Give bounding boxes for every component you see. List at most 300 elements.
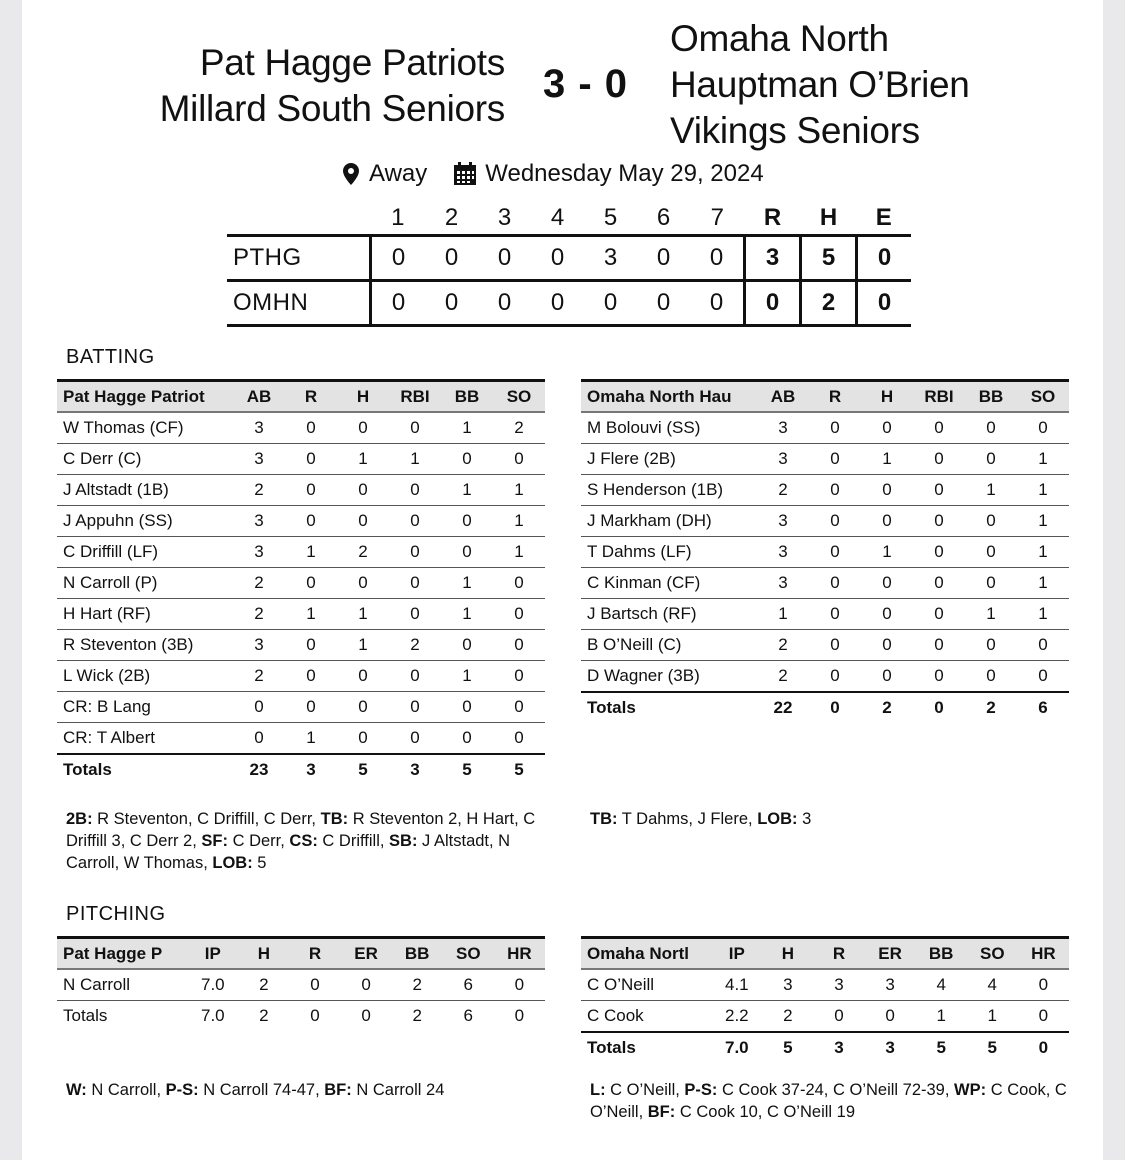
away-team-line: Vikings Seniors bbox=[670, 110, 920, 151]
stat-cell: 0 bbox=[441, 506, 493, 537]
table-row bbox=[57, 475, 545, 506]
stat-cell: 1 bbox=[1017, 506, 1069, 537]
totals-cell: 3 bbox=[285, 754, 337, 785]
inning-score: 0 bbox=[371, 236, 426, 281]
stat-column-header: RBI bbox=[913, 381, 965, 413]
stat-cell: 2 bbox=[233, 568, 285, 599]
inning-score: 0 bbox=[531, 236, 584, 281]
stat-cell: 1 bbox=[285, 537, 337, 568]
stat-cell: 3 bbox=[233, 444, 285, 475]
stat-cell: 2 bbox=[757, 475, 809, 506]
stat-cell: 0 bbox=[861, 412, 913, 444]
home-team-line: Pat Hagge Patriots bbox=[199, 42, 505, 83]
hits-header: H bbox=[819, 204, 838, 231]
stat-column-header: R bbox=[813, 938, 864, 970]
table-header-row bbox=[57, 381, 545, 413]
stat-cell: 0 bbox=[913, 599, 965, 630]
errors-header: E bbox=[875, 204, 892, 231]
stat-cell: 1 bbox=[441, 599, 493, 630]
stat-cell: 6 bbox=[463, 1006, 474, 1025]
totals-cell: 22 bbox=[757, 692, 809, 723]
stat-cell: 0 bbox=[337, 506, 389, 537]
table-row bbox=[57, 692, 545, 723]
hits-total: 2 bbox=[801, 281, 857, 326]
stat-column-header: H bbox=[861, 381, 913, 413]
stat-cell: 1 bbox=[285, 599, 337, 630]
totals-cell: 7.0 bbox=[711, 1032, 762, 1063]
hits-total: 5 bbox=[801, 236, 857, 281]
pitching-section-title: PITCHING bbox=[66, 903, 166, 925]
stat-cell: 3 bbox=[757, 506, 809, 537]
home-pitching-notes bbox=[66, 1079, 551, 1101]
stat-cell: 4 bbox=[967, 969, 1018, 1001]
stat-cell: 0 bbox=[289, 969, 340, 1001]
player-name: CR: B Lang bbox=[57, 692, 233, 723]
stat-cell: 3 bbox=[757, 444, 809, 475]
stat-cell: 3 bbox=[233, 537, 285, 568]
stat-cell: 2.2 bbox=[711, 1001, 762, 1033]
inning-score: 0 bbox=[425, 236, 478, 281]
stat-cell: 1 bbox=[285, 723, 337, 755]
inning-score: 0 bbox=[637, 281, 690, 326]
away-team-name bbox=[670, 16, 970, 154]
stat-column-header: IP bbox=[187, 938, 238, 970]
note-value: C Derr, bbox=[227, 832, 290, 850]
stat-cell: 1 bbox=[1017, 444, 1069, 475]
stat-cell: 0 bbox=[493, 723, 545, 755]
stat-column-header: HR bbox=[494, 938, 545, 970]
inning-score: 0 bbox=[690, 281, 745, 326]
table-row bbox=[581, 537, 1069, 568]
totals-cell: 3 bbox=[813, 1032, 864, 1063]
stat-column-header: AB bbox=[757, 381, 809, 413]
stat-cell: 0 bbox=[285, 506, 337, 537]
player-name: J Appuhn (SS) bbox=[57, 506, 233, 537]
stat-column-header: H bbox=[762, 938, 813, 970]
stat-cell: 0 bbox=[341, 969, 392, 1001]
stat-cell: 1 bbox=[493, 537, 545, 568]
stat-cell: 1 bbox=[965, 475, 1017, 506]
note-key: LOB: bbox=[212, 854, 253, 872]
note-value: N Carroll, bbox=[86, 1081, 166, 1099]
home-batting-notes bbox=[66, 808, 551, 874]
stat-cell: 0 bbox=[493, 568, 545, 599]
stat-cell: 0 bbox=[389, 506, 441, 537]
stat-column-header: SO bbox=[1017, 381, 1069, 413]
stat-cell: 0 bbox=[809, 506, 861, 537]
stat-cell: 0 bbox=[861, 475, 913, 506]
note-key: TB: bbox=[320, 810, 349, 828]
home-team-name bbox=[160, 40, 505, 132]
line-score-row bbox=[227, 281, 911, 326]
stat-cell: 1 bbox=[441, 412, 493, 444]
stat-cell: 1 bbox=[337, 599, 389, 630]
stat-cell: 2 bbox=[233, 599, 285, 630]
stat-column-header: SO bbox=[493, 381, 545, 413]
stat-cell: 0 bbox=[285, 444, 337, 475]
table-row bbox=[581, 599, 1069, 630]
table-row bbox=[581, 661, 1069, 693]
stat-cell: 1 bbox=[1017, 537, 1069, 568]
stat-cell: 0 bbox=[861, 661, 913, 693]
stat-cell: 0 bbox=[493, 692, 545, 723]
totals-row bbox=[581, 692, 1069, 723]
player-name: B O’Neill (C) bbox=[581, 630, 757, 661]
note-key: SB: bbox=[389, 832, 418, 850]
stat-cell: 0 bbox=[965, 568, 1017, 599]
player-name: N Carroll bbox=[57, 969, 187, 1001]
table-row bbox=[57, 661, 545, 692]
stat-cell: 2 bbox=[757, 661, 809, 693]
player-name: J Altstadt (1B) bbox=[57, 475, 233, 506]
stat-cell: 0 bbox=[493, 630, 545, 661]
game-date: Wednesday May 29, 2024 bbox=[485, 160, 764, 187]
table-row bbox=[57, 506, 545, 537]
totals-cell: 0 bbox=[809, 692, 861, 723]
inning-header: 3 bbox=[497, 204, 512, 231]
stat-cell: 0 bbox=[441, 692, 493, 723]
stat-cell: 0 bbox=[337, 568, 389, 599]
table-row bbox=[57, 969, 545, 1001]
stat-cell: 0 bbox=[361, 1006, 371, 1025]
inning-score: 0 bbox=[584, 281, 637, 326]
table-row bbox=[581, 630, 1069, 661]
stat-cell: 0 bbox=[913, 475, 965, 506]
stat-column-header: R bbox=[809, 381, 861, 413]
note-value: J Altstadt, N Carroll, W Thomas, bbox=[66, 832, 511, 872]
inning-header: 6 bbox=[656, 204, 671, 231]
stat-cell: 0 bbox=[913, 412, 965, 444]
table-header-row bbox=[581, 381, 1069, 413]
table-row bbox=[57, 723, 545, 755]
note-value: 3 bbox=[797, 810, 812, 828]
note-key: W: bbox=[66, 1081, 87, 1099]
stat-cell: 0 bbox=[965, 630, 1017, 661]
away-pitching-notes bbox=[590, 1079, 1072, 1123]
stat-cell: 2 bbox=[412, 1006, 422, 1025]
team-column-header: Pat Hagge P bbox=[57, 938, 187, 970]
stat-cell: 0 bbox=[809, 475, 861, 506]
stat-cell: 0 bbox=[1017, 412, 1069, 444]
table-row bbox=[57, 412, 545, 444]
stat-cell: 0 bbox=[809, 568, 861, 599]
stat-cell: 0 bbox=[861, 630, 913, 661]
inning-header: 5 bbox=[603, 204, 618, 231]
team-abbr: OMHN bbox=[227, 281, 371, 326]
totals-cell: 3 bbox=[389, 754, 441, 785]
stat-cell: 3 bbox=[757, 568, 809, 599]
stat-cell: 2 bbox=[259, 1006, 269, 1025]
totals-cell: 5 bbox=[441, 754, 493, 785]
inning-score: 0 bbox=[690, 236, 745, 281]
stat-column-header: IP bbox=[711, 938, 762, 970]
stat-cell: 2 bbox=[762, 1001, 813, 1033]
stat-cell: 0 bbox=[1018, 969, 1069, 1001]
table-row bbox=[57, 1001, 545, 1032]
stat-column-header: BB bbox=[916, 938, 967, 970]
note-value: C Cook, C O’Neill, bbox=[590, 1081, 1067, 1121]
runs-total: 0 bbox=[745, 281, 801, 326]
stat-cell: 0 bbox=[809, 630, 861, 661]
stat-column-header: AB bbox=[233, 381, 285, 413]
stat-cell: 0 bbox=[965, 537, 1017, 568]
note-value: T Dahms, J Flere, bbox=[617, 810, 758, 828]
stat-cell: 0 bbox=[913, 444, 965, 475]
totals-cell: 2 bbox=[861, 692, 913, 723]
stat-cell: 0 bbox=[493, 444, 545, 475]
stat-cell: 1 bbox=[493, 506, 545, 537]
stat-cell: 0 bbox=[965, 444, 1017, 475]
home-pitching-table bbox=[57, 936, 545, 1031]
stat-cell: 1 bbox=[965, 599, 1017, 630]
stat-cell: 3 bbox=[233, 630, 285, 661]
stat-cell: 0 bbox=[1017, 630, 1069, 661]
stat-cell: 1 bbox=[916, 1001, 967, 1033]
stat-cell: 1 bbox=[861, 537, 913, 568]
note-value: N Carroll 74-47, bbox=[198, 1081, 325, 1099]
totals-cell: 6 bbox=[1017, 692, 1069, 723]
stat-cell: 0 bbox=[514, 1006, 525, 1025]
stat-cell: 0 bbox=[285, 475, 337, 506]
table-row bbox=[57, 444, 545, 475]
inning-score: 3 bbox=[584, 236, 637, 281]
stat-cell: 0 bbox=[441, 723, 493, 755]
stat-cell: 0 bbox=[441, 444, 493, 475]
stat-column-header: H bbox=[337, 381, 389, 413]
stat-cell: 3 bbox=[757, 537, 809, 568]
stat-cell: 0 bbox=[233, 723, 285, 755]
stat-cell: 0 bbox=[1018, 1001, 1069, 1033]
note-key: SF: bbox=[201, 832, 228, 850]
totals-row bbox=[581, 1032, 1069, 1063]
stat-cell: 0 bbox=[861, 599, 913, 630]
note-value: C Driffill, bbox=[317, 832, 390, 850]
stat-cell: 1 bbox=[1017, 475, 1069, 506]
player-name: W Thomas (CF) bbox=[57, 412, 233, 444]
away-team-line: Hauptman O’Brien bbox=[670, 64, 970, 105]
away-pitching-table bbox=[581, 936, 1069, 1063]
stat-cell: 1 bbox=[441, 568, 493, 599]
line-score-table bbox=[227, 202, 911, 327]
table-row bbox=[581, 506, 1069, 537]
stat-cell: 1 bbox=[757, 599, 809, 630]
stat-cell: 2 bbox=[337, 537, 389, 568]
stat-cell: 0 bbox=[865, 1001, 916, 1033]
stat-cell: 2 bbox=[233, 475, 285, 506]
runs-header: R bbox=[763, 204, 782, 231]
note-key: CS: bbox=[289, 832, 318, 850]
stat-cell: 3 bbox=[233, 506, 285, 537]
stat-cell: 0 bbox=[337, 475, 389, 506]
totals-cell: 2 bbox=[965, 692, 1017, 723]
note-key: LOB: bbox=[757, 810, 798, 828]
stat-column-header: BB bbox=[441, 381, 493, 413]
stat-cell: 0 bbox=[965, 661, 1017, 693]
player-name: C Driffill (LF) bbox=[57, 537, 233, 568]
inning-score: 0 bbox=[425, 281, 478, 326]
totals-cell: 3 bbox=[865, 1032, 916, 1063]
stat-cell: 1 bbox=[337, 630, 389, 661]
note-value: C Cook 37-24, C O’Neill 72-39, bbox=[717, 1081, 955, 1099]
stat-cell: 0 bbox=[913, 506, 965, 537]
stat-cell: 0 bbox=[285, 692, 337, 723]
note-value: R Steventon, C Driffill, C Derr, bbox=[92, 810, 321, 828]
player-name: J Bartsch (RF) bbox=[581, 599, 757, 630]
table-row bbox=[57, 568, 545, 599]
stat-cell: 1 bbox=[967, 1001, 1018, 1033]
stat-cell: 0 bbox=[1017, 661, 1069, 693]
stat-cell: 0 bbox=[389, 475, 441, 506]
player-name: H Hart (RF) bbox=[57, 599, 233, 630]
player-name: J Markham (DH) bbox=[581, 506, 757, 537]
totals-cell: 5 bbox=[337, 754, 389, 785]
stat-cell: 2 bbox=[389, 630, 441, 661]
stat-cell: 1 bbox=[441, 475, 493, 506]
player-name: M Bolouvi (SS) bbox=[581, 412, 757, 444]
stat-cell: 0 bbox=[809, 412, 861, 444]
stat-cell: 2 bbox=[757, 630, 809, 661]
totals-cell: 5 bbox=[762, 1032, 813, 1063]
note-key: BF: bbox=[324, 1081, 352, 1099]
stat-cell: 0 bbox=[389, 568, 441, 599]
inning-score: 0 bbox=[637, 236, 690, 281]
table-row bbox=[57, 537, 545, 568]
stat-cell: 2 bbox=[493, 412, 545, 444]
stat-cell: 0 bbox=[913, 537, 965, 568]
stat-column-header: HR bbox=[1018, 938, 1069, 970]
note-key: WP: bbox=[954, 1081, 987, 1099]
stat-column-header: ER bbox=[341, 938, 392, 970]
player-name: C Kinman (CF) bbox=[581, 568, 757, 599]
totals-cell: 0 bbox=[1018, 1032, 1069, 1063]
note-key: L: bbox=[590, 1081, 606, 1099]
stat-cell: 0 bbox=[285, 661, 337, 692]
inning-header: 2 bbox=[444, 204, 459, 231]
stat-cell: 0 bbox=[493, 599, 545, 630]
stat-cell: 1 bbox=[337, 444, 389, 475]
line-score-header bbox=[227, 202, 911, 236]
stat-cell: 7.0 bbox=[200, 1006, 225, 1025]
inning-score: 0 bbox=[478, 281, 531, 326]
table-row bbox=[581, 969, 1069, 1001]
note-value: C O’Neill, bbox=[605, 1081, 685, 1099]
line-score-row bbox=[227, 236, 911, 281]
stat-cell: 0 bbox=[285, 568, 337, 599]
stat-cell: 0 bbox=[913, 661, 965, 693]
stat-cell: 3 bbox=[865, 969, 916, 1001]
stat-cell: 0 bbox=[310, 1006, 320, 1025]
location-text: Away bbox=[369, 160, 428, 187]
inning-header: 7 bbox=[710, 204, 724, 231]
stat-cell: 0 bbox=[965, 506, 1017, 537]
stat-cell: 1 bbox=[861, 444, 913, 475]
stat-cell: 0 bbox=[389, 537, 441, 568]
stat-cell: 1 bbox=[1017, 599, 1069, 630]
note-value: N Carroll 24 bbox=[351, 1081, 445, 1099]
stat-cell: 6 bbox=[443, 969, 494, 1001]
team-column-header: Omaha North Hau bbox=[581, 381, 757, 413]
stat-column-header: RBI bbox=[389, 381, 441, 413]
table-row bbox=[581, 568, 1069, 599]
stat-cell: 0 bbox=[285, 412, 337, 444]
away-batting-table bbox=[581, 379, 1069, 723]
table-row bbox=[57, 630, 545, 661]
player-name: L Wick (2B) bbox=[57, 661, 233, 692]
inning-score: 0 bbox=[478, 236, 531, 281]
note-key: BF: bbox=[647, 1103, 676, 1121]
inning-header: 4 bbox=[550, 204, 565, 231]
batting-section-title: BATTING bbox=[66, 346, 155, 368]
note-key: 2B: bbox=[66, 810, 93, 828]
note-key: P-S: bbox=[165, 1081, 199, 1099]
stat-cell: 0 bbox=[337, 412, 389, 444]
stat-cell: 0 bbox=[813, 1001, 864, 1033]
map-pin-icon bbox=[343, 163, 359, 185]
stat-cell: 0 bbox=[861, 506, 913, 537]
calendar-icon bbox=[453, 162, 477, 186]
stat-cell: 0 bbox=[441, 630, 493, 661]
stat-column-header: BB bbox=[392, 938, 443, 970]
inning-score: 0 bbox=[531, 281, 584, 326]
stat-cell: 3 bbox=[757, 412, 809, 444]
player-name: Totals bbox=[63, 1006, 108, 1025]
stat-cell: 0 bbox=[285, 630, 337, 661]
stat-cell: 3 bbox=[813, 969, 864, 1001]
table-row bbox=[581, 412, 1069, 444]
totals-cell: 0 bbox=[913, 692, 965, 723]
player-name: C Derr (C) bbox=[57, 444, 233, 475]
note-value: R Steventon 2, H Hart, C Driffill 3, C Derr 2, bbox=[66, 810, 536, 850]
totals-cell: 5 bbox=[967, 1032, 1018, 1063]
stat-cell: 0 bbox=[809, 537, 861, 568]
stat-cell: 1 bbox=[493, 475, 545, 506]
stat-column-header: SO bbox=[967, 938, 1018, 970]
errors-total: 0 bbox=[857, 236, 912, 281]
stat-cell: 0 bbox=[493, 661, 545, 692]
stat-cell: 0 bbox=[337, 661, 389, 692]
inning-score: 0 bbox=[371, 281, 426, 326]
stat-cell: 0 bbox=[913, 568, 965, 599]
table-header-row bbox=[581, 938, 1069, 970]
note-key: P-S: bbox=[684, 1081, 718, 1099]
note-value: 5 bbox=[252, 854, 267, 872]
stat-cell: 1 bbox=[389, 444, 441, 475]
note-key: TB: bbox=[590, 810, 618, 828]
stat-column-header: BB bbox=[965, 381, 1017, 413]
player-name: S Henderson (1B) bbox=[581, 475, 757, 506]
runs-total: 3 bbox=[745, 236, 801, 281]
stat-cell: 0 bbox=[861, 568, 913, 599]
stat-cell: 2 bbox=[233, 661, 285, 692]
table-row bbox=[57, 599, 545, 630]
player-name: CR: T Albert bbox=[57, 723, 233, 755]
stat-cell: 0 bbox=[441, 537, 493, 568]
table-row bbox=[581, 444, 1069, 475]
game-meta bbox=[343, 160, 764, 188]
stat-cell: 0 bbox=[389, 412, 441, 444]
stat-cell: 1 bbox=[441, 661, 493, 692]
totals-cell: 5 bbox=[493, 754, 545, 785]
totals-label: Totals bbox=[581, 1032, 711, 1063]
stat-cell: 0 bbox=[494, 969, 545, 1001]
away-batting-notes bbox=[590, 808, 1070, 830]
away-team-line: Omaha North bbox=[670, 18, 889, 59]
home-team-line: Millard South Seniors bbox=[159, 88, 505, 129]
player-name: D Wagner (3B) bbox=[581, 661, 757, 693]
stat-cell: 0 bbox=[337, 692, 389, 723]
stat-column-header: ER bbox=[865, 938, 916, 970]
stat-cell: 0 bbox=[233, 692, 285, 723]
